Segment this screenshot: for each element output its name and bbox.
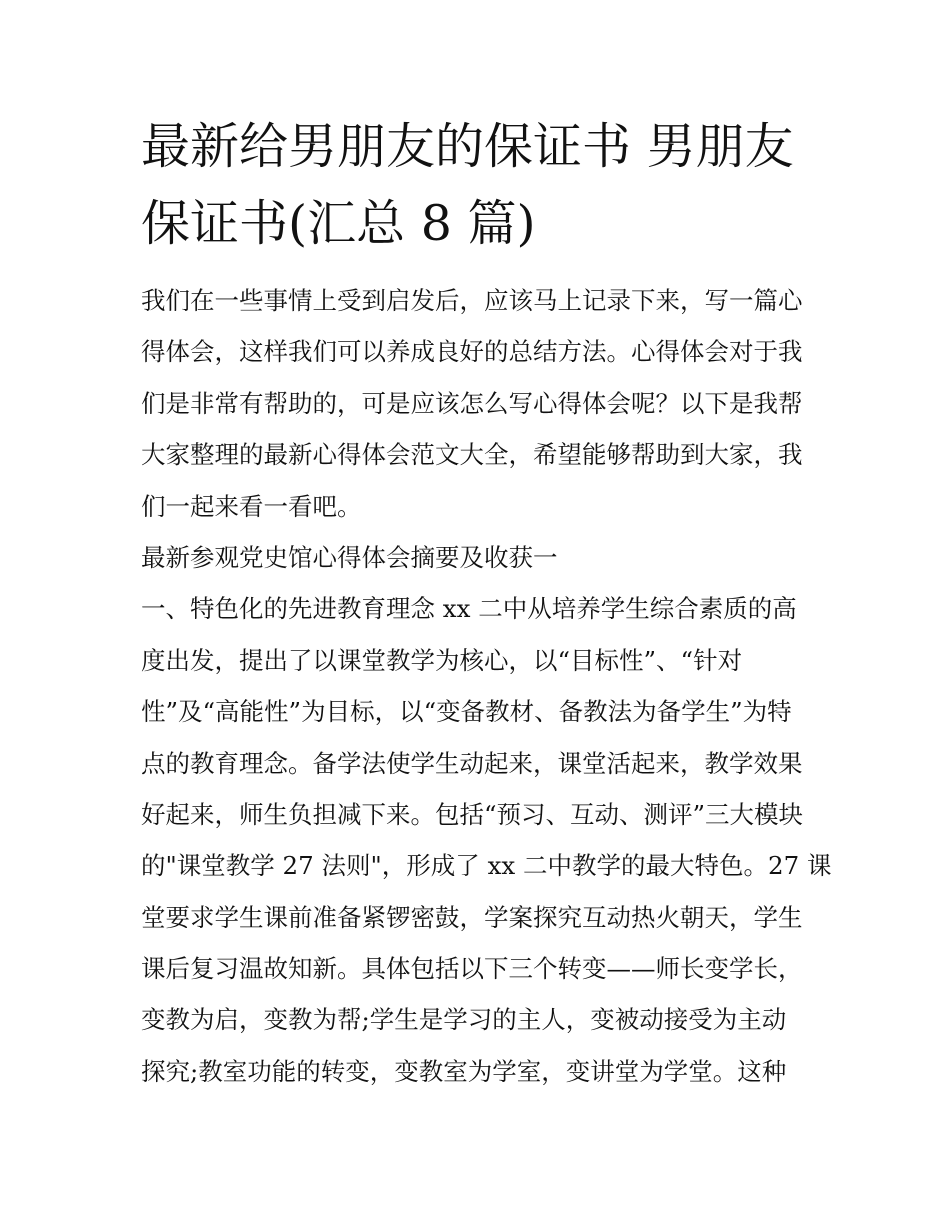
body-line: 大家整理的最新心得体会范文大全，希望能够帮助到大家，我 (141, 440, 803, 470)
body-line: 一、特色化的先进教育理念 xx 二中从培养学生综合素质的高 (141, 594, 797, 624)
body-line: 性”及“高能性”为目标，以“变备教材、备教法为备学生”为特 (141, 697, 792, 727)
section-heading: 最新参观党史馆心得体会摘要及收获一 (141, 542, 558, 572)
body-line: 课后复习温故知新。具体包括以下三个转变——师长变学长， (141, 954, 803, 984)
body-line: 们一起来看一看吧。 (141, 491, 362, 521)
document-title-line-1: 最新给男朋友的保证书 男朋友 (141, 118, 794, 175)
body-line: 点的教育理念。备学法使学生动起来，课堂活起来，教学效果 (141, 748, 803, 778)
body-line: 得体会，这样我们可以养成良好的总结方法。心得体会对于我 (141, 337, 803, 367)
body-line: 的"课堂教学 27 法则"，形成了 xx 二中教学的最大特色。27 课 (141, 851, 832, 881)
body-line: 度出发，提出了以课堂教学为核心，以“目标性”、“针对 (141, 645, 743, 675)
body-line: 们是非常有帮助的，可是应该怎么写心得体会呢？以下是我帮 (141, 388, 803, 418)
body-line: 变教为启，变教为帮;学生是学习的主人，变被动接受为主动 (141, 1005, 787, 1035)
body-line: 我们在一些事情上受到启发后，应该马上记录下来，写一篇心 (141, 286, 803, 315)
document-title (141, 108, 821, 262)
body-line: 探究;教室功能的转变，变教室为学室，变讲堂为学堂。这种 (141, 1056, 787, 1086)
body-line: 堂要求学生课前准备紧锣密鼓，学案探究互动热火朝天，学生 (141, 902, 803, 932)
body-line: 好起来，师生负担减下来。包括“预习、互动、测评”三大模块 (141, 799, 804, 829)
document-body (141, 280, 832, 1102)
document-title-line-2: 保证书(汇总 8 篇) (141, 195, 536, 252)
